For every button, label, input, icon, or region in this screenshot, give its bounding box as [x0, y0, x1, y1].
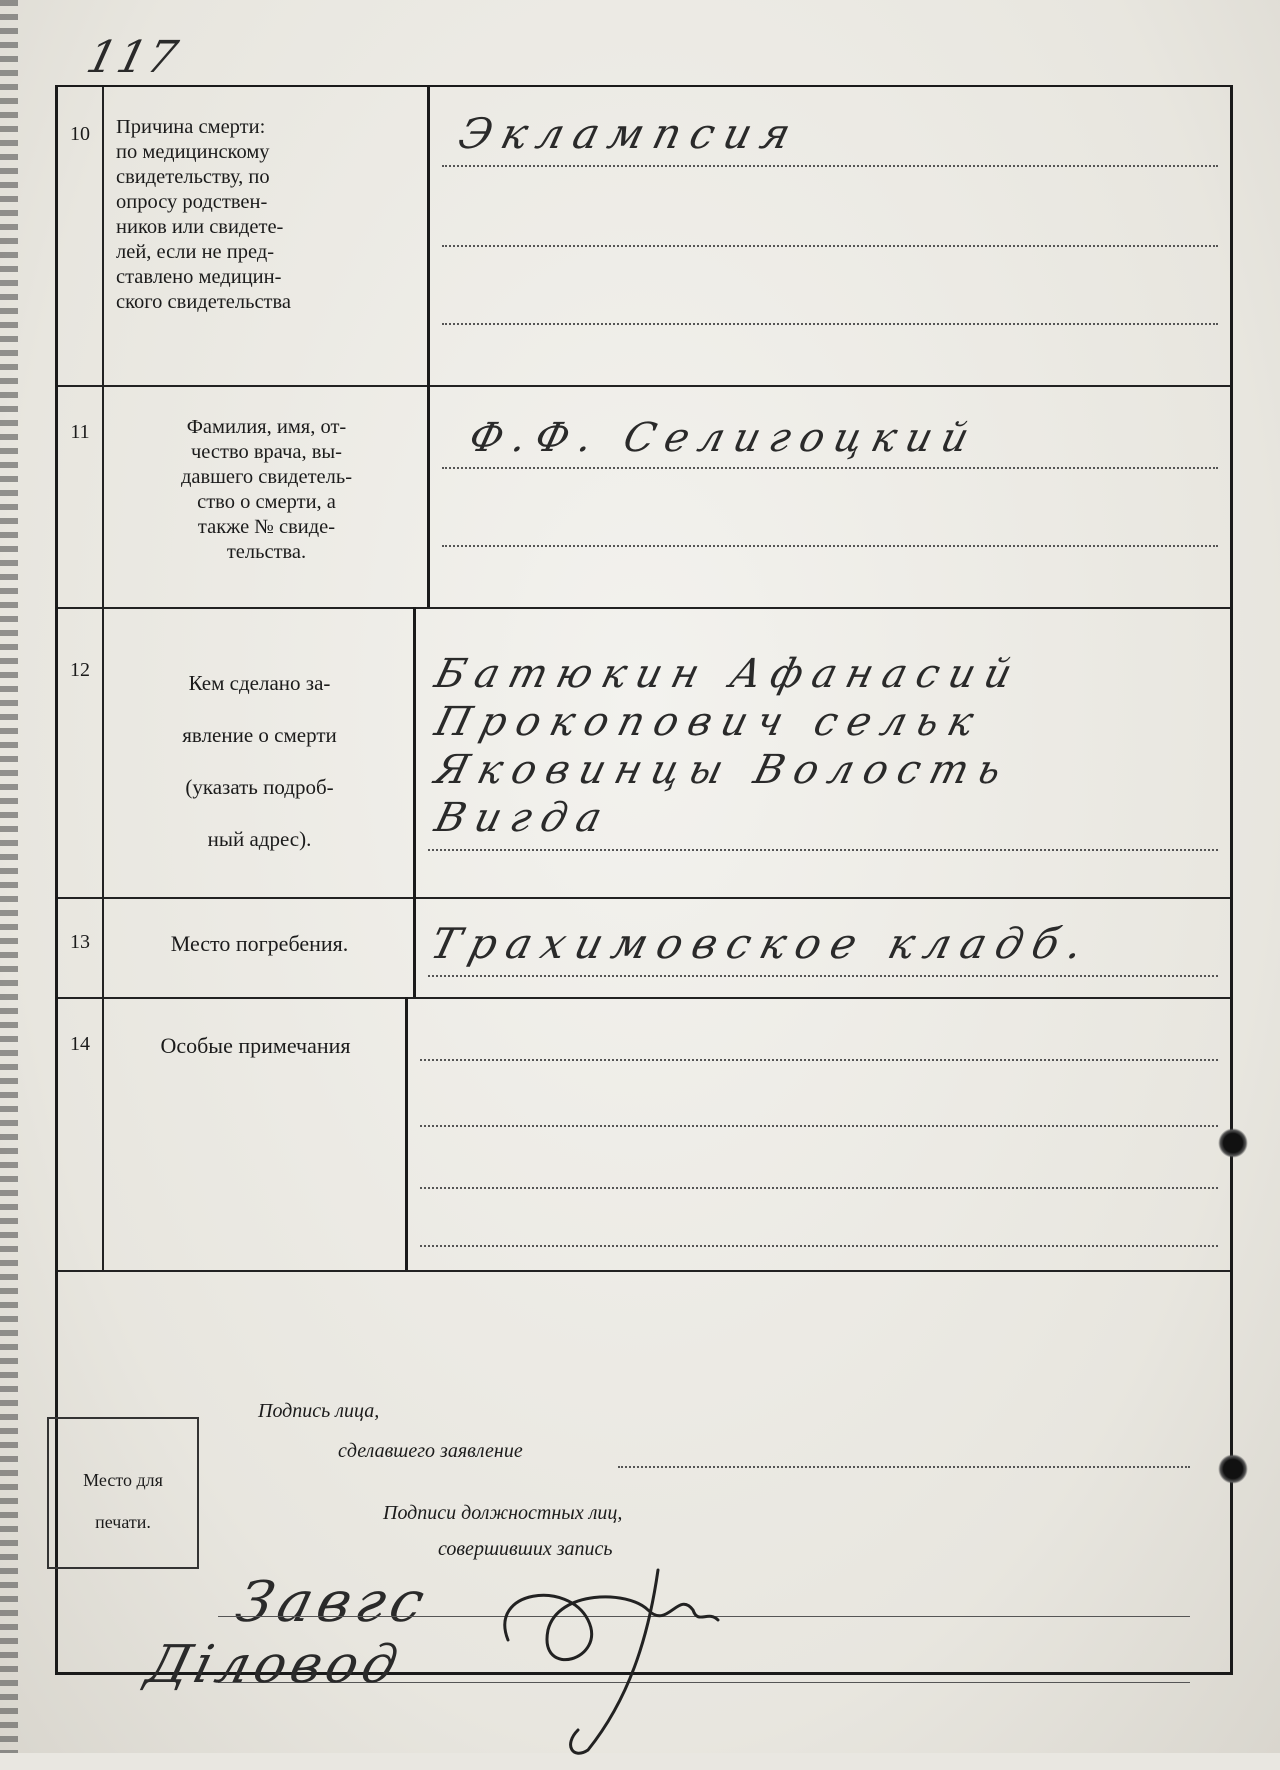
- label-line: свидетельству, по: [116, 166, 270, 188]
- label-line: чество врача, вы-: [190, 441, 343, 463]
- handwritten-declarant-line: Вигда: [430, 795, 617, 841]
- dotted-line: [442, 545, 1218, 547]
- label-line: ского свидетельства: [116, 291, 292, 313]
- row-number: 11: [58, 385, 104, 607]
- label-line: давшего свидетель-: [180, 466, 353, 488]
- binding-hole: [1218, 1454, 1248, 1484]
- label-line: ный адрес).: [207, 827, 312, 851]
- label-line: ставлено медицин-: [116, 266, 282, 288]
- dotted-line: [420, 1125, 1218, 1127]
- dotted-line: [420, 1059, 1218, 1061]
- row-number: 13: [58, 897, 104, 997]
- row-doctor: [58, 385, 1230, 609]
- row-number: 10: [58, 87, 104, 385]
- handwritten-burial-place: Трахимовское кладб.: [425, 919, 1098, 968]
- officials-signature-label: Подписи должностных лиц,: [383, 1502, 623, 1524]
- label-line: опросу родствен-: [116, 191, 268, 213]
- label-line: (указать подроб-: [185, 775, 334, 799]
- applicant-signature-line: [618, 1466, 1190, 1468]
- burial-place-label: [104, 897, 416, 997]
- binding-hole: [1218, 1128, 1248, 1158]
- dotted-line: [442, 165, 1218, 167]
- label-line: Причина смерти:: [116, 116, 266, 138]
- label-line: по медицинскому: [116, 141, 270, 163]
- official-signature-scrawl: [478, 1550, 738, 1770]
- dotted-line: [428, 849, 1218, 851]
- dotted-line: [442, 467, 1218, 469]
- declarant-label: [104, 607, 416, 897]
- label-line: явление о смерти: [182, 723, 337, 747]
- label-line: лей, если не пред-: [116, 241, 275, 263]
- signature-stroke: [505, 1570, 718, 1753]
- dotted-line: [420, 1245, 1218, 1247]
- dotted-line: [442, 323, 1218, 325]
- label-line: тельства.: [226, 541, 307, 563]
- dotted-line: [442, 245, 1218, 247]
- handwritten-cause: Эклампсия: [453, 109, 806, 158]
- dotted-line: [428, 975, 1218, 977]
- clerk-handwritten-signature: Діловод: [140, 1635, 409, 1695]
- head-handwritten-signature: Завгс: [229, 1570, 437, 1635]
- label-line: ников или свидете-: [116, 216, 284, 238]
- row-number: 12: [58, 607, 104, 897]
- special-notes-label: [104, 997, 408, 1270]
- burial-place-value: [416, 897, 1230, 997]
- stamp-label: Место для: [83, 1470, 163, 1490]
- label-line: также № свиде-: [197, 516, 336, 538]
- row-number: 14: [58, 997, 104, 1270]
- death-record-form-table: [55, 85, 1233, 1695]
- stamp-label: печати.: [95, 1512, 151, 1532]
- handwritten-declarant-line: Яковинцы Волость: [430, 747, 1016, 793]
- signature-block: [58, 1270, 1230, 1695]
- handwritten-doctor: Ф.Ф. Селигоцкий: [464, 415, 984, 461]
- row-special-notes: [58, 997, 1230, 1272]
- special-notes-value: [408, 997, 1230, 1270]
- doctor-label: [104, 385, 430, 607]
- handwritten-declarant-line: Прокопович сельк: [430, 699, 988, 745]
- folio-number: [81, 32, 218, 92]
- cause-of-death-value: [430, 87, 1230, 385]
- row-cause-of-death: [58, 87, 1230, 387]
- dotted-line: [420, 1187, 1218, 1189]
- stamp-place-box: [47, 1417, 199, 1569]
- label-line: Особые примечания: [160, 1033, 351, 1058]
- applicant-signature-label: Подпись лица,: [258, 1400, 380, 1422]
- folio-number-text: 117: [81, 32, 185, 83]
- row-declarant: [58, 607, 1230, 899]
- handwritten-declarant-line: Батюкин Афанасий: [430, 651, 1027, 697]
- applicant-signature-label: сделавшего заявление: [338, 1440, 523, 1462]
- cause-of-death-label: [104, 87, 430, 385]
- label-line: Место погребения.: [170, 931, 349, 956]
- doctor-value: [430, 385, 1230, 607]
- row-burial-place: [58, 897, 1230, 999]
- label-line: Фамилия, имя, от-: [186, 416, 347, 438]
- declarant-value: [416, 607, 1230, 897]
- officials-signature-label: совершивших запись: [438, 1538, 613, 1560]
- label-line: ство о смерти, а: [197, 491, 336, 513]
- label-line: Кем сделано за-: [188, 671, 331, 695]
- binding-edge: [0, 0, 18, 1753]
